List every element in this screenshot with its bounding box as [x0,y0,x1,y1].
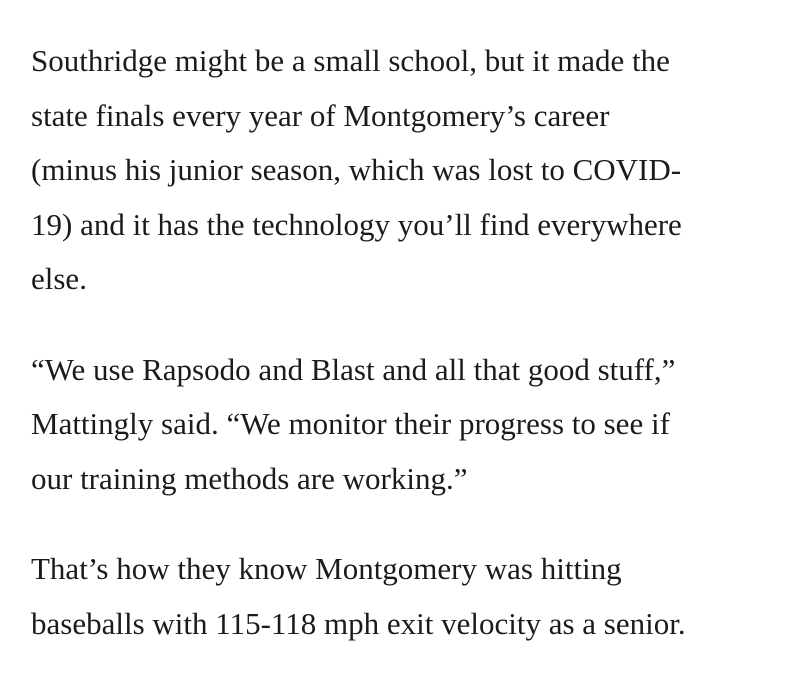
paragraph-mattingly-quote [31,343,776,507]
text-line: else. [31,261,87,296]
paragraph-southridge [31,34,776,307]
article-body [31,34,776,687]
text-line: Mattingly said. “We monitor their progress to see if [31,406,670,441]
text-line: state finals every year of Montgomery’s career [31,97,610,133]
paragraph-exit-velocity [31,542,776,651]
text-line: baseballs with 115-118 mph exit velocity as a senior. [31,605,686,641]
text-line: That’s how they know Montgomery was hitting [31,551,622,586]
text-line: 19) and it has the technology you’ll find everywhere [31,206,682,242]
text-line: Southridge might be a small school, but it made the [31,43,670,78]
text-line: (minus his junior season, which was lost to COVID- [31,152,682,187]
text-line: “We use Rapsodo and Blast and all that good stuff,” [31,351,676,387]
text-line: our training methods are working.” [31,460,468,496]
